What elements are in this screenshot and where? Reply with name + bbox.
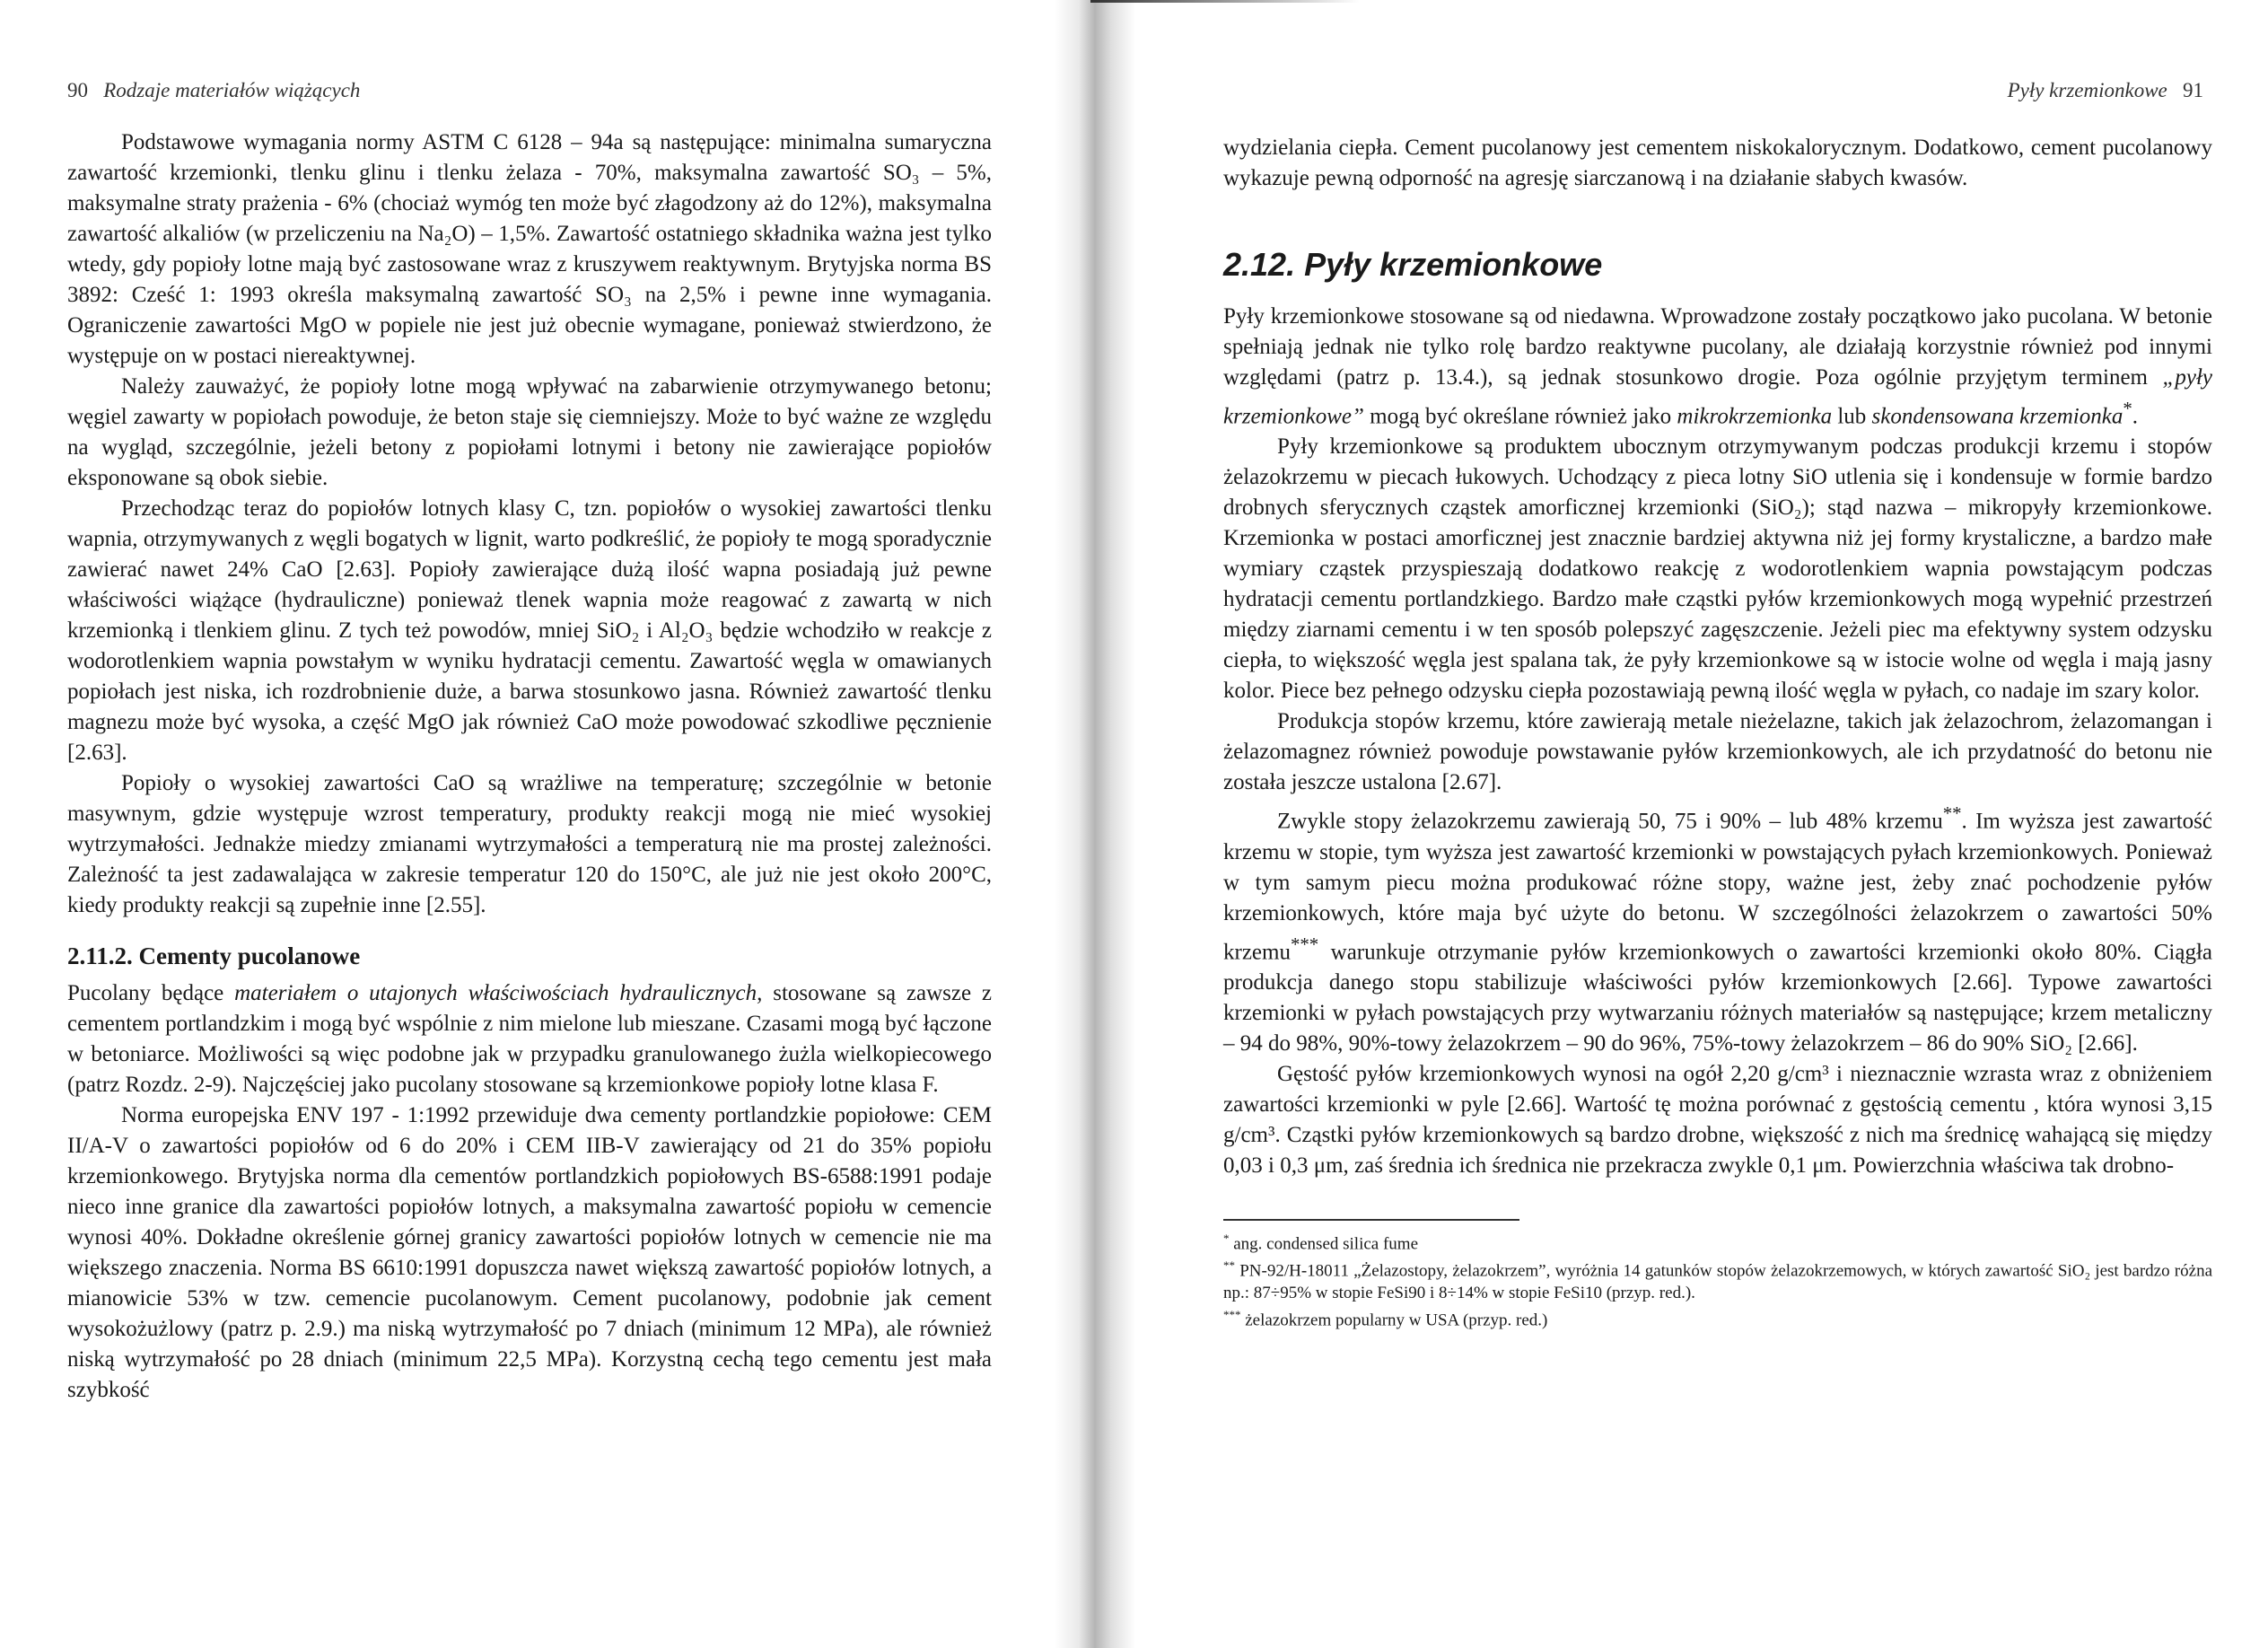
paragraph: Norma europejska ENV 197 - 1:1992 przewiduje dwa cementy portlandzkie popiołowe: CEM II/A-V o zawartości popiołów od 6 do 20% i CEM IIB-V zawierający od 21 do 35% popiołu krzemionkowego. Brytyjska norma dla cementów portlandzkich popiołowych BS-6588:1991 podaje nieco inne granice dla zawartości popiołów lotnych, a maksymalna zawartość popiołu w cemencie wynosi 40%. Dokładne określenie górnej granicy zawartości popiołów lotnych w cemencie nie ma większego znaczenia. Norma BS 6610:1991 dopuszcza nawet większą zawartość popiołów lotnych, a mianowicie 53% w tzw. cemencie pucolanowym. Cement pucolanowy, podobnie jak cement wysokożużlowy (patrz p. 2.9.) ma niską wytrzymałość po 7 dniach (minimum 12 MPa), ale również niską wytrzymałość po 28 dniach (minimum 22,5 MPa). Korzystną cechą tego cementu jest mała szybkość: [67, 1103, 992, 1402]
paragraph: [67, 978, 992, 1100]
emphasis-text: „pyły krzemionkowe”: [1223, 365, 2212, 429]
footnote-text: ang. condensed silica fume: [1233, 1234, 1419, 1254]
footnote: [1223, 1304, 2212, 1331]
right-body-text: [1223, 133, 2212, 1331]
emphasis-text: mikrokrzemionka: [1677, 404, 1833, 429]
paragraph: [1223, 798, 2212, 1059]
text-run: stosowane są zawsze z cementem portlandzkim i mogą być wspólnie z nim mielone lub mieszane. Czasami mogą być łączone w betoniarce. Możliwości są więc podobne jak w przypadku granulowanego żużla wielkopiecowego (patrz Rozdz. 2-9). Najczęściej jako pucolany stosowane są krzemionkowe popioły lotne klasa F.: [67, 981, 992, 1097]
text-run: Zwykle stopy żelazokrzemu zawierają 50, 75 i 90% – lub 48% krzemu: [1277, 809, 1943, 834]
text-run: mogą być określane również jako: [1363, 404, 1677, 429]
paragraph: Popioły o wysokiej zawartości CaO są wrażliwe na temperaturę; szczególnie w betonie masywnym, gdzie występuje wzrost temperatury, produkty reakcji mogą nie mieć wysokiej wytrzymałości. Jednakże miedzy zmianami wytrzymałości a temperaturą nie ma prostej zależności. Zależność ta jest zadawalająca w zakresie temperatur 120 do 150°C, ale już nie jest około 200°C, kiedy produkty reakcji są zupełnie inne [2.55].: [67, 771, 992, 917]
footnote-mark: ***: [1223, 1307, 1241, 1321]
text-run: .: [2132, 404, 2139, 429]
emphasis-text: materiałem o utajonych właściwościach hydraulicznych,: [234, 981, 763, 1005]
text-run: . Im wyższa jest zawartość krzemu w stopie, tym wyższa jest zawartość krzemionki w powstających pyłach krzemionkowych. Ponieważ w tym samym piecu można produkować różne stopy, ważne jest, żeby znać pochodzenie pyłów krzemionkowych, które maja być użyte do betonu. W szczególności żelazokrzem o zawartości 50% krzemu: [1223, 809, 2213, 964]
paragraph: [1223, 302, 2212, 432]
footnote-text: PN-92/H-18011 „Żelazostopy, żelazokrzem”, wyróżnia 14 gatunków stopów żelazokrzemowych, w których zawartość SiO₂ jest bardzo różna np.: 87÷95% w stopie FeSi90 i 8÷14% w stopie FeSi10 (przyp. red.).: [1223, 1261, 2213, 1302]
footnote: [1223, 1255, 2212, 1303]
paragraph: wydzielania ciepła. Cement pucolanowy jest cementem niskokalorycznym. Dodatkowo, cement pucolanowy wykazuje pewną odporność na agresję siarczanową i na działanie słabych kwasów.: [1223, 136, 2212, 190]
paragraph: Produkcja stopów krzemu, które zawierają metale nieżelazne, takich jak żelazochrom, żelazomangan i żelazomagnez również powoduje powstawanie pyłów krzemionkowych, ale ich przydatność do betonu nie została jeszcze ustalona [2.67].: [1223, 709, 2212, 795]
right-running-head: [2008, 79, 2203, 102]
left-running-head: [67, 79, 360, 102]
paragraph: Pyły krzemionkowe są produktem ubocznym otrzymywanym podczas produkcji krzemu i stopów żelazokrzemu w piecach łukowych. Uchodzący z pieca lotny SiO utlenia się i kondensuje w formie bardzo drobnych sferycznych cząstek amorficznej krzemionki (SiO₂); stąd nazwa – mikropyły krzemionkowe. Krzemionka w postaci amorficznej jest znacznie bardziej aktywna niż jej formy krystaliczne, a bardzo małe wymiary cząstek przyspieszają dodatkowo reakcję z wodorotlenkiem wapnia powstającym podczas hydratacji cementu portlandzkiego. Bardzo małe cząstki pyłów krzemionkowych mogą wypełnić przestrzeń między ziarnami cementu i w ten sposób polepszyć zagęszczenie. Jeżeli piec ma efektywny system odzysku ciepła, to większość węgla jest spalana tak, że pyły krzemionkowe są w istocie wolne od węgla i mają jasny kolor. Piece bez pełnego odzysku ciepła pozostawiają pewną ilość węgla w pyłach, co nadaje im szary kolor.: [1223, 434, 2212, 704]
paragraph: Podstawowe wymagania normy ASTM C 6128 – 94a są następujące: minimalna sumaryczna zawartość krzemionki, tlenku glinu i tlenku żelaza - 70%, maksymalna zawartość SO₃ – 5%, maksymalne straty prażenia - 6% (chociaż wymóg ten może być złagodzony aż do 12%), maksymalna zawartość alkaliów (w przeliczeniu na Na₂O) – 1,5%. Zawartość ostatniego składnika ważna jest tylko wtedy, gdy popioły lotne mają być zastosowane wraz z kruszywem reaktywnym. Brytyjska norma BS 3892: Cześć 1: 1993 określa maksymalną zawartość SO₃ na 2,5% i pewne inne wymagania. Ograniczenie zawartości MgO w popiele nie jest już obecnie wymagane, ponieważ stwierdzono, że występuje on w postaci niereaktywnej.: [67, 130, 992, 368]
footnote-marker: *: [2123, 398, 2132, 419]
footnote-mark: *: [1223, 1231, 1230, 1245]
text-run: warunkuje otrzymanie pyłów krzemionkowych o zawartości krzemionki około 80%. Ciągła produkcja danego stopu stabilizuje właściwości pyłów krzemionkowych [2.66]. Typowe zawartości krzemionki w pyłach powstających przy wytwarzaniu różnych materiałów są następujące; krzem metaliczny – 94 do 98%, 90%-towy żelazokrzem – 90 do 96%, 75%-towy żelazokrzem – 86 do 90% SiO₂ [2.66].: [1223, 939, 2212, 1056]
left-page-number: 90: [67, 79, 88, 101]
footnote-mark: **: [1223, 1258, 1235, 1273]
right-page-number: 91: [2183, 79, 2203, 101]
footnote-divider: [1223, 1219, 1519, 1221]
footnote: [1223, 1228, 2212, 1255]
left-page: [0, 0, 1081, 1648]
text-run: lub: [1832, 404, 1872, 429]
section-heading-cementy-pucolanowe: 2.11.2. Cementy pucolanowe: [67, 942, 361, 969]
text-run: Pucolany będące: [67, 981, 235, 1005]
section-heading-pyly-krzemionkowe: 2.12. Pyły krzemionkowe: [1223, 246, 1603, 283]
paragraph: Przechodząc teraz do popiołów lotnych klasy C, tzn. popiołów o wysokiej zawartości tlenku wapnia, otrzymywanych z węgli bogatych w lignit, warto podkreślić, że popioły te mogą sporadycznie zawierać nawet 24% CaO [2.63]. Popioły zawierające dużą ilość wapna posiadają już pewne właściwości wiążące (hydrauliczne) ponieważ tlenek wapnia może reagować z zawartą w nich krzemionką i tlenkiem glinu. Z tych też powodów, mniej SiO₂ i Al₂O₃ będzie wchodziło w reakcje z wodorotlenkiem wapnia powstałym w wyniku hydratacji cementu. Zawartość węgla w omawianych popiołach jest niska, ich rozdrobnienie duże, a barwa stosunkowo jasna. Również zawartość tlenku magnezu może być wysoka, a część MgO jak również CaO może powodować szkodliwe pęcznienie [2.63].: [67, 496, 992, 765]
left-body-text: [67, 127, 992, 1406]
left-running-title: Rodzaje materiałów wiążących: [103, 79, 361, 101]
footnote-marker: **: [1942, 802, 1962, 825]
footnote-marker: ***: [1290, 933, 1319, 955]
right-page: [1081, 0, 2268, 1648]
paragraph: Gęstość pyłów krzemionkowych wynosi na ogół 2,20 g/cm³ i nieznacznie wzrasta wraz z obniżeniem zawartości krzemionki w pyle [2.66]. Wartość tę można porównać z gęstością cementu , która wynosi 3,15 g/cm³. Cząstki pyłów krzemionkowych są bardzo drobne, większość z nich ma średnicę wahającą się między 0,03 i 0,3 μm, zaś średnia ich średnica nie przekracza zwykle 0,1 μm. Powierzchnia właściwa tak drobno-: [1223, 1061, 2212, 1178]
footnote-text: żelazokrzem popularny w USA (przyp. red.): [1245, 1310, 1548, 1329]
emphasis-text: skondensowana krzemionka: [1871, 404, 2124, 429]
text-run: Pyły krzemionkowe stosowane są od niedawna. Wprowadzone zostały początkowo jako pucolana. W betonie spełniają jednak nie tylko rolę bardzo reaktywne pucolany, ale działają korzystnie również pod innymi względami (patrz p. 13.4.), są jednak stosunkowo drogie. Poza ogólnie przyjętym terminem: [1223, 304, 2212, 390]
right-running-title: Pyły krzemionkowe: [2007, 79, 2167, 101]
paragraph: Należy zauważyć, że popioły lotne mogą wpływać na zabarwienie otrzymywanego betonu; węgiel zawarty w popiołach powoduje, że beton staje się ciemniejszy. Może to być ważne ze względu na wygląd, szczególnie, jeżeli betony z popiołami lotnymi i betony nie zawierające popiołów eksponowane są obok siebie.: [67, 374, 992, 490]
